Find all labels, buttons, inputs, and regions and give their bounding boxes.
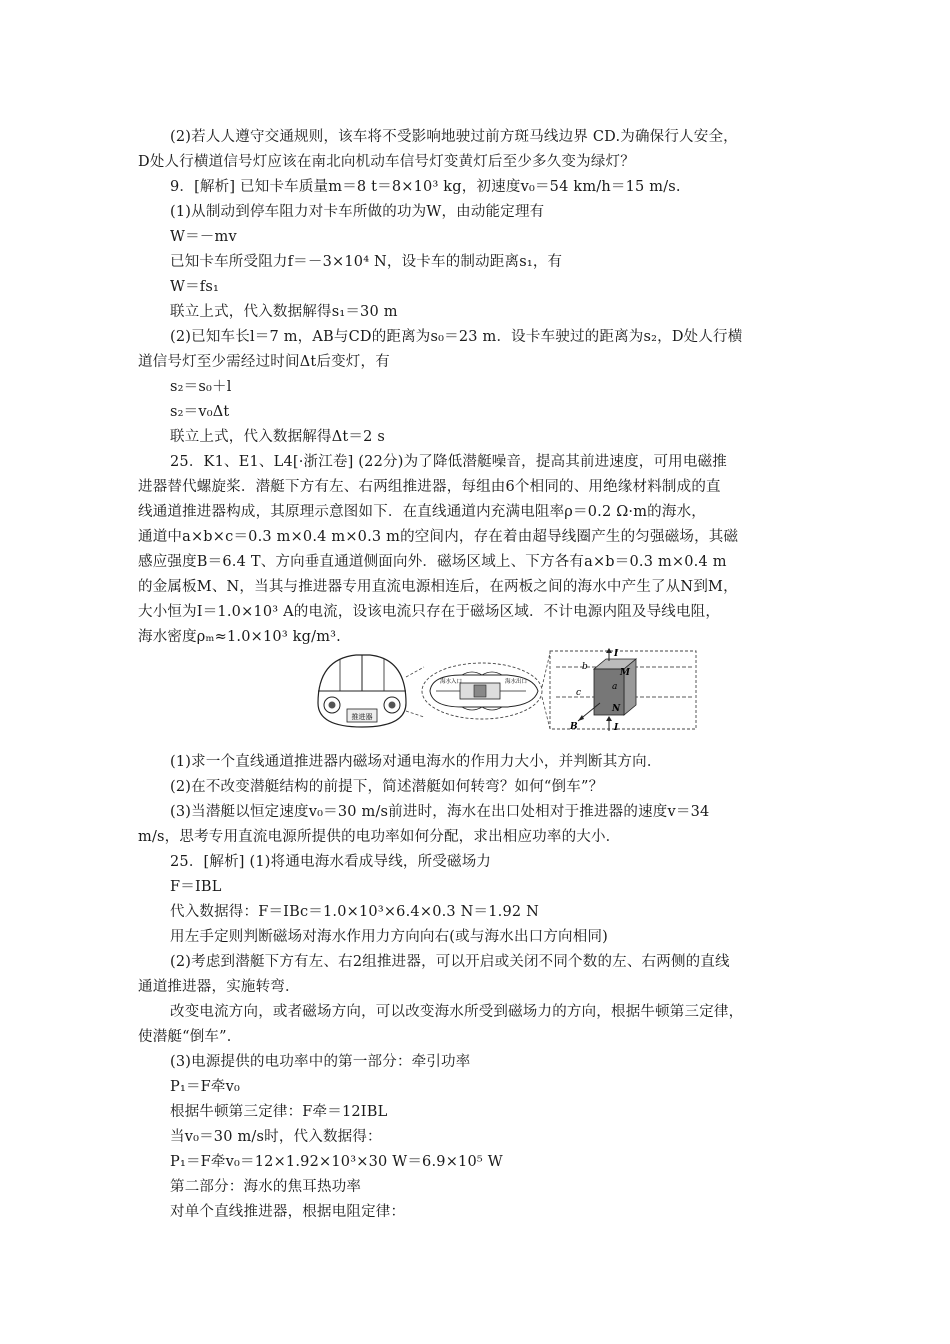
outlet-label: 海水出口 (505, 679, 528, 685)
current-label-bottom: I (614, 723, 619, 733)
text-line: (2)已知车长l＝7 m，AB与CD的距离为s₀＝23 m．设卡车驶过的距离为s₂，D处人行横 (170, 329, 743, 345)
plate-n-label: N (612, 704, 621, 714)
text-line: 海水密度ρₘ≈1.0×10³ kg/m³. (138, 629, 341, 645)
text-line: (1)求一个直线通道推进器内磁场对通电海水的作用力大小，并判断其方向． (170, 754, 662, 770)
text-line: 联立上式，代入数据解得Δt＝2 s (170, 429, 385, 445)
text-line: 根据牛顿第三定律：F牵＝12IBL (170, 1104, 388, 1120)
text-line: 使潜艇“倒车”． (138, 1029, 242, 1045)
text-line: 的金属板M、N，当其与推进器专用直流电源相连后，在两板之间的海水中产生了从N到M， (138, 579, 738, 595)
text-line: F＝IBL (170, 879, 222, 895)
text-line: (2)考虑到潜艇下方有左、右2组推进器，可以开启或关闭不同个数的左、右两侧的直线 (170, 954, 730, 970)
text-line: W＝fs₁ (170, 279, 220, 295)
plate-m-label: M (620, 668, 630, 678)
text-line: P₁＝F牵v₀＝12×1.92×10³×30 W＝6.9×10⁵ W (170, 1154, 503, 1170)
text-line: 联立上式，代入数据解得s₁＝30 m (170, 304, 398, 320)
text-line: (2)若人人遵守交通规则，该车将不受影响地驶过前方斑马线边界 CD.为确保行人安全， (170, 129, 738, 145)
dimension-a-label: a (612, 682, 618, 692)
text-line: 大小恒为I＝1.0×10³ A的电流，设该电流只存在于磁场区域．不计电源内阻及导线电阻， (138, 604, 721, 620)
text-line: 已知卡车所受阻力f＝－3×10⁴ N，设卡车的制动距离s₁，有 (170, 254, 563, 270)
field-b-label: B (570, 722, 578, 732)
current-label-top: I (614, 649, 619, 659)
text-line: 感应强度B＝6.4 T、方向垂直通道侧面向外．磁场区域上、下方各有a×b＝0.3 m×0.4 m (138, 554, 727, 570)
text-line: 通道中a×b×c＝0.3 m×0.4 m×0.3 m的空间内，存在着由超导线圈产生的匀强磁场，其磁 (138, 529, 739, 545)
text-line: P₁＝F牵v₀ (170, 1079, 241, 1095)
text-line: (2)在不改变潜艇结构的前提下，简述潜艇如何转弯？如何“倒车”？ (170, 779, 604, 795)
thruster-label: 推进器 (351, 713, 373, 721)
text-line: 第二部分：海水的焦耳热功率 (170, 1179, 362, 1195)
text-line: 25．[解析] (1)将通电海水看成导线，所受磁场力 (170, 854, 492, 870)
text-line: 进器替代螺旋桨．潜艇下方有左、右两组推进器，每组由6个相同的、用绝缘材料制成的直 (138, 479, 721, 495)
dimension-c-label: c (576, 688, 582, 698)
text-line: 道信号灯至少需经过时间Δt后变灯，有 (138, 354, 390, 370)
text-line: (3)电源提供的电功率中的第一部分：牵引功率 (170, 1054, 471, 1070)
text-line: 通道推进器，实施转弯． (138, 979, 300, 995)
text-line: 改变电流方向，或者磁场方向，可以改变海水所受到磁场力的方向，根据牛顿第三定律， (170, 1004, 744, 1020)
text-line: (3)当潜艇以恒定速度v₀＝30 m/s前进时，海水在出口处相对于推进器的速度v＝34 (170, 804, 710, 820)
text-line: 代入数据得：F＝IBc＝1.0×10³×6.4×0.3 N＝1.92 N (170, 904, 540, 920)
text-line: s₂＝s₀＋l (170, 379, 232, 395)
text-line: (1)从制动到停车阻力对卡车所做的功为W，由动能定理有 (170, 204, 545, 220)
thruster-diagram (312, 647, 702, 733)
dimension-b-label: b (582, 662, 588, 672)
problem-heading: 25．K1、E1、L4[·浙江卷] (22分)为了降低潜艇噪音，提高其前进速度，可用电磁推 (170, 454, 727, 470)
text-line: s₂＝v₀Δt (170, 404, 230, 420)
text-line: 当v₀＝30 m/s时，代入数据得： (170, 1129, 382, 1145)
text-line: 线通道推进器构成，其原理示意图如下．在直线通道内充满电阻率ρ＝0.2 Ω·m的海水， (138, 504, 706, 520)
text-line: 9．[解析] 已知卡车质量m＝8 t＝8×10³ kg，初速度v₀＝54 km/h＝15 m/s. (170, 179, 681, 195)
text-line: m/s，思考专用直流电源所提供的电功率如何分配，求出相应功率的大小． (138, 829, 621, 845)
text-line: D处人行横道信号灯应该在南北向机动车信号灯变黄灯后至少多久变为绿灯？ (138, 154, 635, 170)
text-line: 对单个直线推进器，根据电阻定律： (170, 1204, 406, 1220)
inlet-label: 海水入口 (440, 679, 463, 685)
text-line: W＝－mv (170, 229, 237, 245)
text-line: 用左手定则判断磁场对海水作用力方向向右(或与海水出口方向相同) (170, 929, 609, 945)
